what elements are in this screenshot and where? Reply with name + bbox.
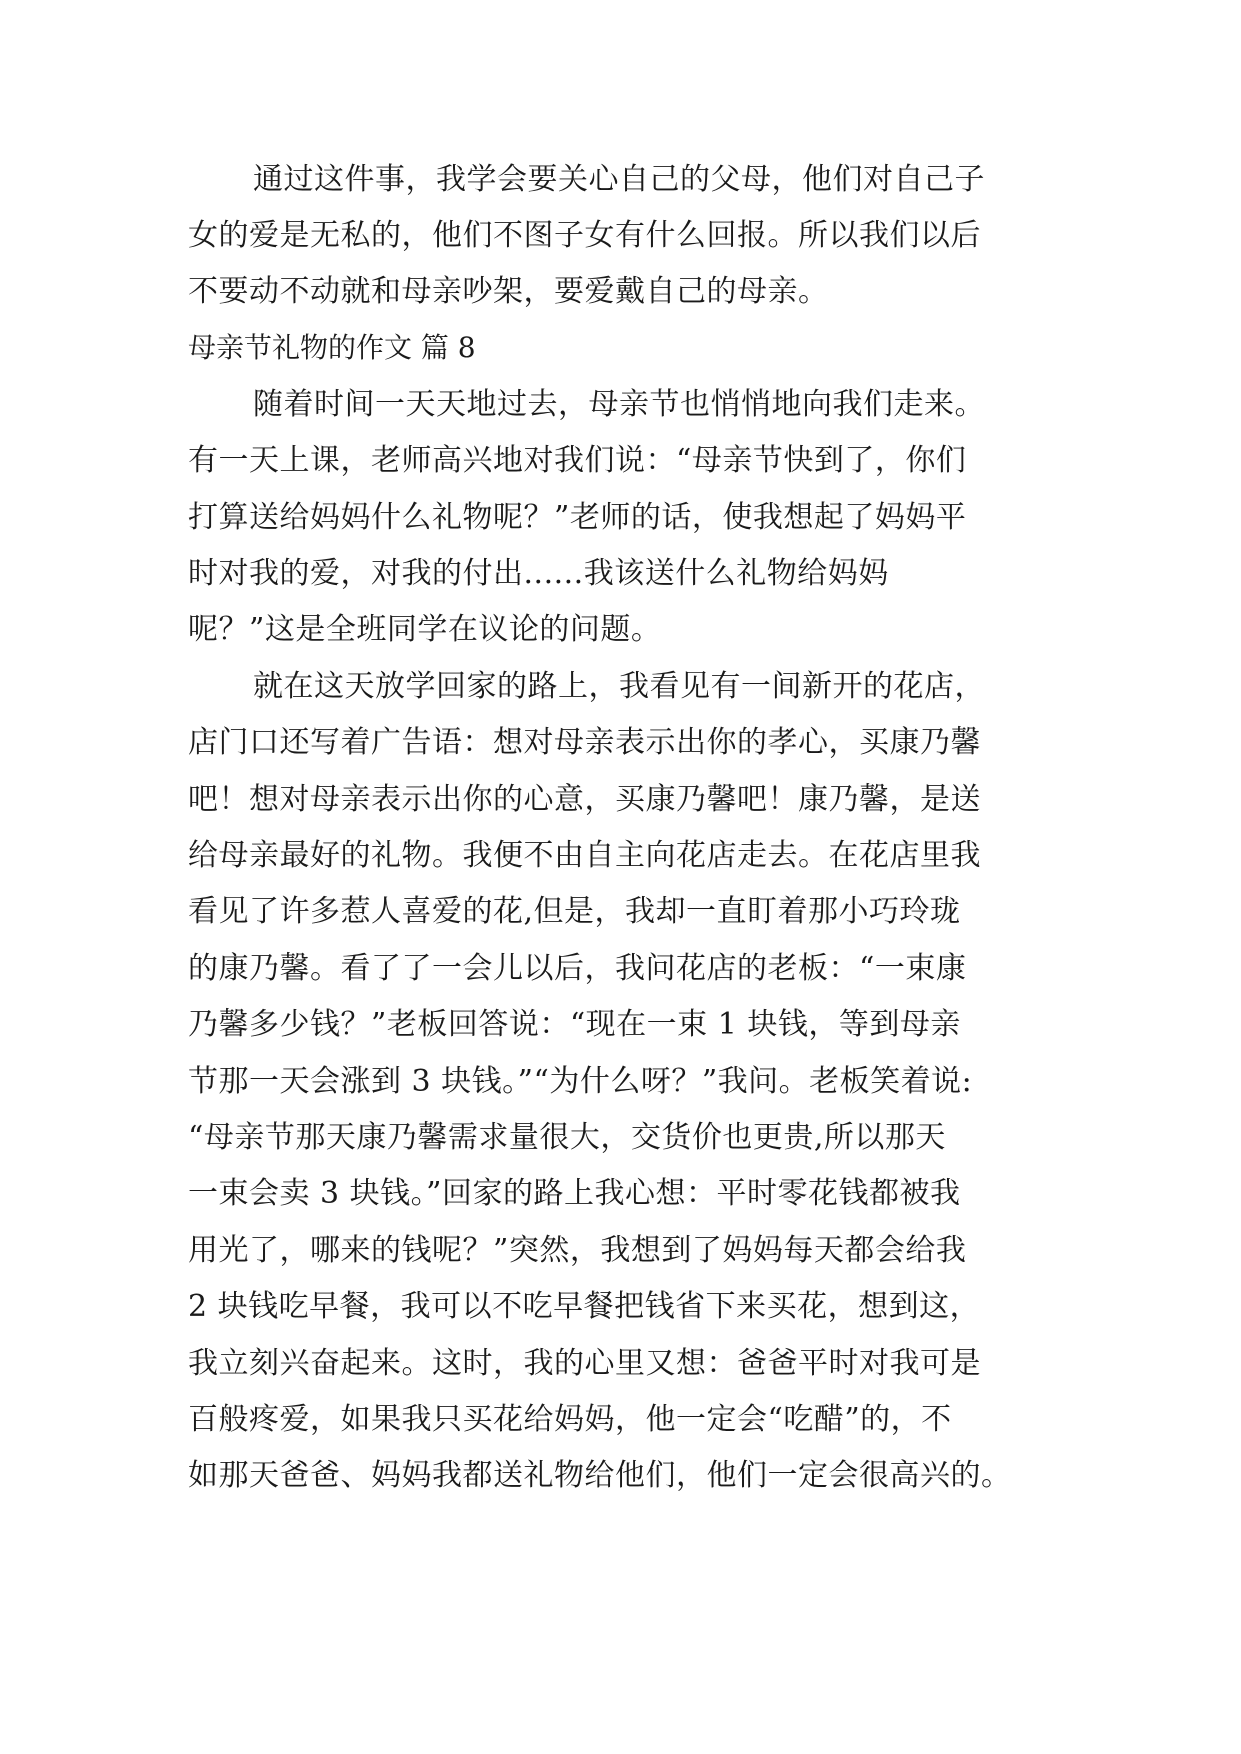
paragraph-line: 女的爱是无私的，他们不图子女有什么回报。所以我们以后: [188, 218, 981, 253]
paragraph-line: 打算送给妈妈什么礼物呢？”老师的话，使我想起了妈妈平: [188, 500, 967, 535]
paragraph-line: 节那一天会涨到 3 块钱。”“为什么呀？”我问。老板笑着说:: [188, 1064, 973, 1099]
paragraph-line: 我立刻兴奋起来。这时，我的心里又想：爸爸平时对我可是: [188, 1346, 981, 1381]
section-title: 母亲节礼物的作文 篇 8: [188, 331, 476, 364]
paragraph-line: 给母亲最好的礼物。我便不由自主向花店走去。在花店里我: [188, 838, 981, 873]
paragraph-line: 吧！想对母亲表示出你的心意，买康乃馨吧！康乃馨，是送: [188, 782, 981, 817]
paragraph-line: 店门口还写着广告语：想对母亲表示出你的孝心，买康乃馨: [188, 725, 981, 760]
paragraph-line: 百般疼爱，如果我只买花给妈妈，他一定会“吃醋”的，不: [188, 1402, 952, 1437]
paragraph-line: 随着时间一天天地过去，母亲节也悄悄地向我们走来。: [253, 387, 985, 422]
paragraph-line: 呢？”这是全班同学在议论的问题。: [188, 612, 662, 647]
paragraph-line: 如那天爸爸、妈妈我都送礼物给他们，他们一定会很高兴的。: [188, 1458, 1012, 1493]
paragraph-line: 就在这天放学回家的路上，我看见有一间新开的花店，: [253, 669, 985, 704]
paragraph-line: “母亲节那天康乃馨需求量很大，交货价也更贵,所以那天: [188, 1120, 946, 1155]
paragraph-line: 不要动不动就和母亲吵架，要爱戴自己的母亲。: [188, 274, 829, 309]
paragraph-line: 一束会卖 3 块钱。”回家的路上我心想：平时零花钱都被我: [188, 1176, 961, 1211]
paragraph-line: 用光了，哪来的钱呢？”突然，我想到了妈妈每天都会给我: [188, 1233, 967, 1268]
paragraph-line: 时对我的爱，对我的付出......我该送什么礼物给妈妈: [188, 556, 889, 591]
paragraph-line: 看见了许多惹人喜爱的花,但是，我却一直盯着那小巧玲珑: [188, 894, 961, 929]
paragraph-line: 2 块钱吃早餐，我可以不吃早餐把钱省下来买花，想到这，: [188, 1289, 981, 1324]
paragraph-line: 的康乃馨。看了了一会儿以后，我问花店的老板：“一束康: [188, 951, 967, 986]
paragraph-line: 有一天上课，老师高兴地对我们说：“母亲节快到了，你们: [188, 443, 967, 478]
paragraph-line: 乃馨多少钱？”老板回答说：“现在一束 1 块钱，等到母亲: [188, 1007, 961, 1042]
paragraph-line: 通过这件事，我学会要关心自己的父母，他们对自己子: [253, 162, 985, 197]
